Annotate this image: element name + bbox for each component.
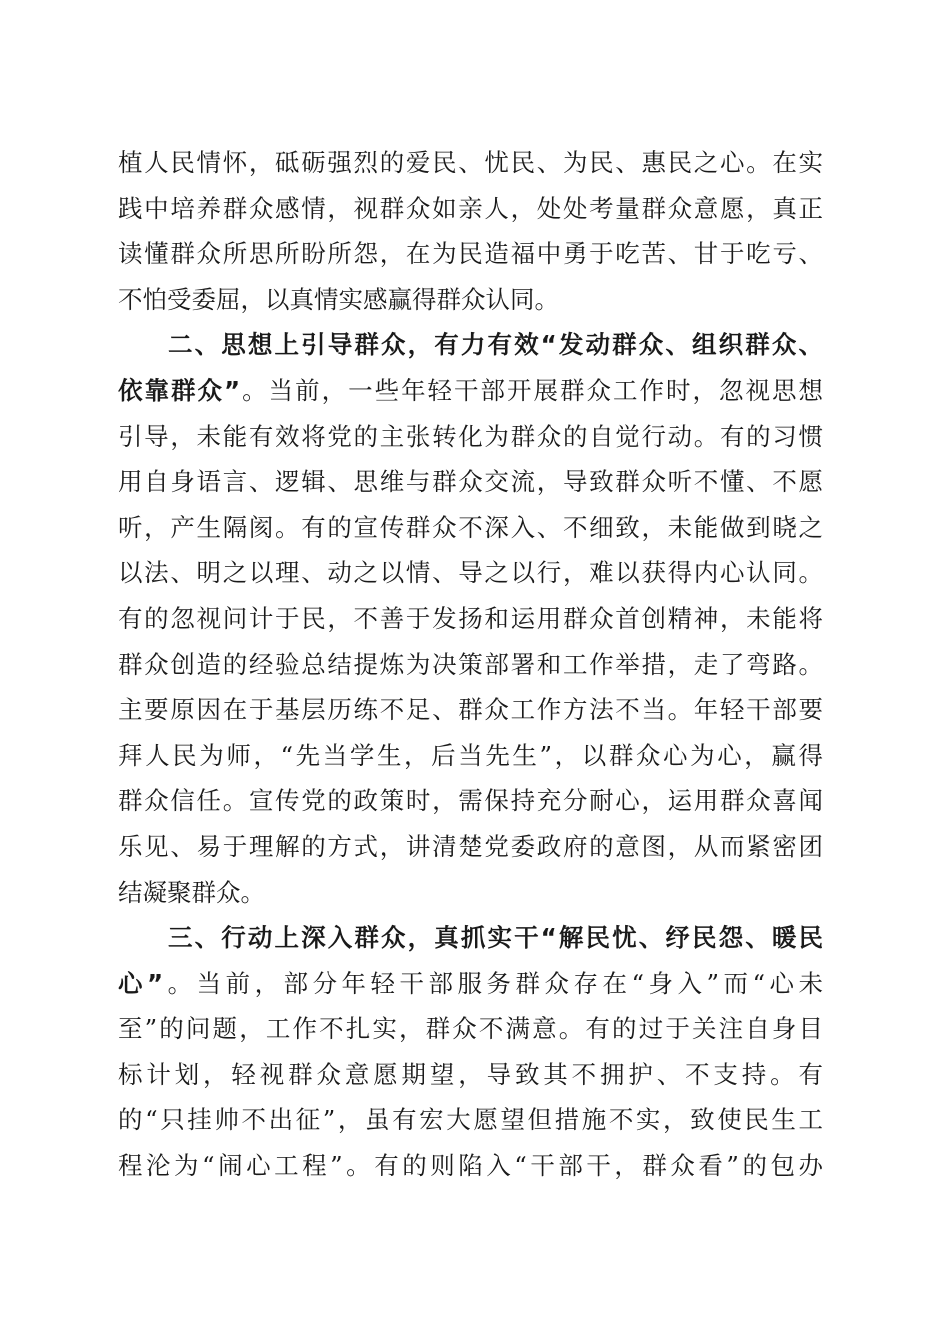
document-body [118, 140, 823, 1189]
body-line: 至”的问题，工作不扎实，群众不满意。有的过于关注自身目 [118, 1014, 823, 1044]
body-line: 践中培养群众感情，视群众如亲人，处处考量群众意愿，真正 [118, 193, 823, 223]
body-line: 引导，未能有效将党的主张转化为群众的自觉行动。有的习惯 [118, 421, 823, 451]
body-fragment: 。当前，一些年轻干部开展群众工作时，忽视思想 [240, 375, 823, 405]
body-line: 群众创造的经验总结提炼为决策部署和工作举措，走了弯路。 [118, 649, 823, 679]
body-line: 群众信任。宣传党的政策时，需保持充分耐心，运用群众喜闻 [118, 786, 823, 816]
body-line: 听，产生隔阂。有的宣传群众不深入、不细致，未能做到晓之 [118, 512, 823, 542]
body-line: 的“只挂帅不出征”，虽有宏大愿望但措施不实，致使民生工 [118, 1105, 823, 1135]
body-line: 有的忽视问计于民，不善于发扬和运用群众首创精神，未能将 [118, 603, 823, 633]
body-line: 标计划，轻视群众意愿期望，导致其不拥护、不支持。有 [118, 1059, 823, 1089]
body-line: 主要原因在于基层历练不足、群众工作方法不当。年轻干部要 [118, 695, 823, 725]
body-line: 植人民情怀，砥砺强烈的爱民、忧民、为民、惠民之心。在实 [118, 148, 823, 177]
heading-bold-fragment: 依靠群众” [118, 375, 241, 405]
body-line: 不怕受委屈，以真情实感赢得群众认同。 [118, 284, 559, 314]
heading-bold-fragment: 心” [118, 968, 164, 998]
body-line: 拜人民为师，“先当学生，后当先生”，以群众心为心，赢得 [118, 740, 823, 770]
section-heading-3: 三、行动上深入群众，真抓实干“解民忧、纾民怨、暖民 [168, 923, 823, 953]
body-fragment: 。当前，部分年轻干部服务群众存在“身入”而“心未 [163, 968, 823, 998]
body-line: 用自身语言、逻辑、思维与群众交流，导致群众听不懂、不愿 [118, 467, 823, 497]
body-line: 读懂群众所思所盼所怨，在为民造福中勇于吃苦、甘于吃亏、 [118, 239, 823, 269]
body-line: 乐见、易于理解的方式，讲清楚党委政府的意图，从而紧密团 [118, 831, 823, 861]
body-line: 结凝聚群众。 [118, 877, 265, 907]
section-heading-3-cont [118, 961, 823, 1007]
body-line: 以法、明之以理、动之以情、导之以行，难以获得内心认同。 [118, 558, 823, 588]
section-heading-2: 二、思想上引导群众，有力有效“发动群众、组织群众、 [168, 330, 823, 360]
section-heading-2-cont [118, 368, 823, 414]
body-line: 程沦为“闹心工程”。有的则陷入“干部干，群众看”的包办 [118, 1151, 823, 1181]
